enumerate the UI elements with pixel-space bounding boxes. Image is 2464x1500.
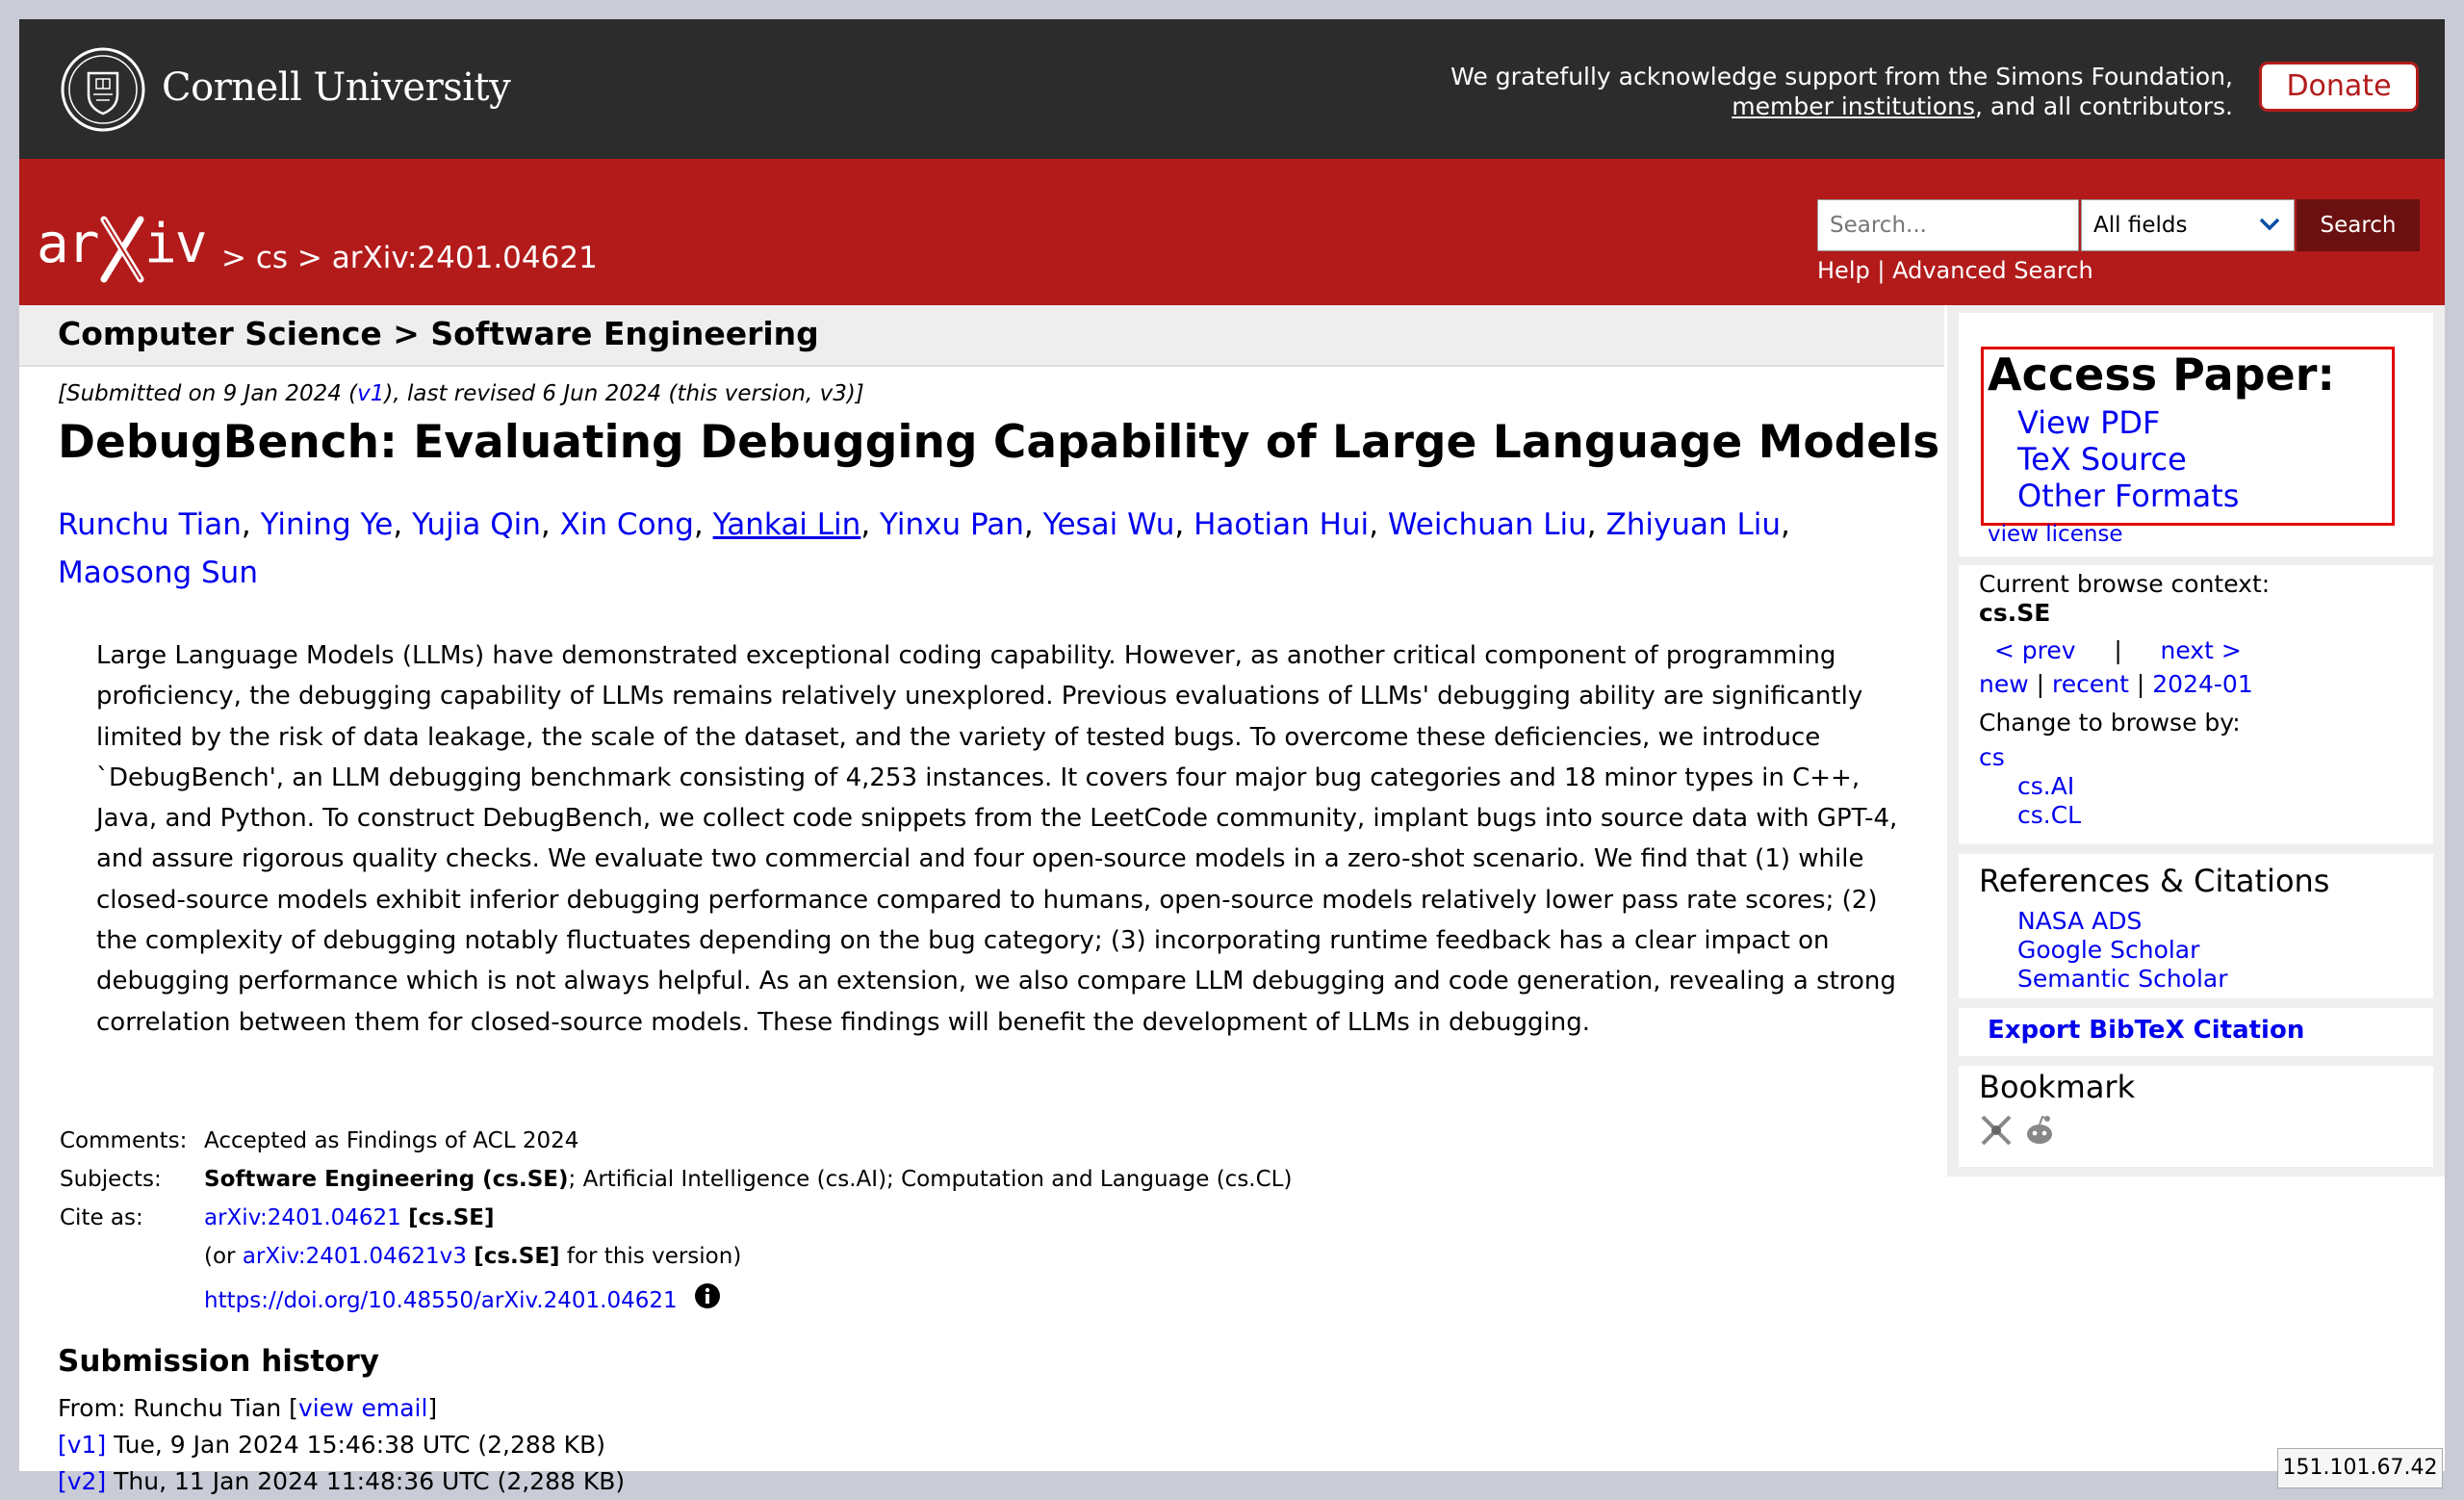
ip-address-badge: 151.101.67.42	[2277, 1448, 2443, 1488]
author-link[interactable]: Yujia Qin	[412, 507, 541, 542]
author-link[interactable]: Yesai Wu	[1042, 507, 1175, 542]
search-input[interactable]: Search...	[1817, 199, 2079, 251]
change-browse-label: Change to browse by:	[1979, 709, 2241, 737]
search-button[interactable]: Search	[2297, 199, 2420, 251]
browse-cs-link[interactable]: cs	[1979, 743, 2005, 771]
browse-nav: < prev | next > new | recent | 2024-01	[1979, 636, 2253, 698]
author-link[interactable]: Maosong Sun	[58, 556, 258, 590]
bookmark-title: Bookmark	[1979, 1069, 2136, 1105]
recent-link[interactable]: recent	[2052, 670, 2129, 698]
author-link[interactable]: Yining Ye	[260, 507, 394, 542]
cornell-seal-icon[interactable]	[60, 46, 146, 133]
help-link[interactable]: Help	[1817, 257, 1870, 284]
chevron-down-icon	[2257, 212, 2282, 237]
view-email-link[interactable]: view email	[297, 1394, 428, 1422]
reddit-icon[interactable]	[2022, 1113, 2057, 1148]
browse-context: Current browse context: cs.SE	[1979, 570, 2271, 627]
tex-source-link[interactable]: TeX Source	[2017, 441, 2187, 478]
svg-text:iv: iv	[144, 213, 206, 275]
prev-link[interactable]: < prev	[1993, 636, 2076, 664]
semantic-scholar-link[interactable]: Semantic Scholar	[2017, 965, 2228, 993]
month-link[interactable]: 2024-01	[2152, 670, 2253, 698]
donate-button[interactable]: Donate	[2259, 62, 2419, 112]
paper-title: DebugBench: Evaluating Debugging Capability of Large Language Models	[58, 416, 1940, 469]
subject-header	[19, 305, 1944, 367]
breadcrumb: > cs > arXiv:2401.04621	[221, 241, 598, 275]
submission-history-title: Submission history	[58, 1344, 379, 1379]
v1-link[interactable]: v1	[357, 381, 385, 406]
view-pdf-link[interactable]: View PDF	[2017, 404, 2161, 441]
author-link[interactable]: Weichuan Liu	[1387, 507, 1587, 542]
browse-cs-cl-link[interactable]: cs.CL	[2017, 801, 2082, 829]
author-list: Runchu Tian, Yining Ye, Yujia Qin, Xin Cong, Yankai Lin, Yinxu Pan, Yesai Wu, Haotian Hui, Weichuan Liu, Zhiyuan Liu, Maosong Sun	[58, 507, 1790, 590]
doi-link[interactable]: https://doi.org/10.48550/arXiv.2401.04621	[204, 1288, 678, 1313]
author-link[interactable]: Zhiyuan Liu	[1605, 507, 1782, 542]
browse-by-links	[1979, 743, 2081, 830]
author-link[interactable]: Haotian Hui	[1194, 507, 1370, 542]
author-link[interactable]: Yankai Lin	[712, 507, 861, 542]
arxiv-logo[interactable]	[37, 212, 219, 289]
advanced-search-link[interactable]: Advanced Search	[1892, 257, 2093, 284]
abstract: Large Language Models (LLMs) have demonstrated exceptional coding capability. However, as another critical component of programming proficiency, the debugging capability of LLMs remains relatively unexplored. Previous evaluations of LLMs' debugging ability are significantly limited by the risk of data leakage, the scale of the dataset, and the variety of tested bugs. To overcome these deficiencies, we introduce `DebugBench', an LLM debugging benchmark consisting of 4,253 instances. It covers four major bug categories and 18 minor types in C++, Java, and Python. To construct DebugBench, we collect code snippets from the LeetCode community, implant bugs into source data with GPT-4, and assure rigorous quality checks. We evaluate two commercial and four open-source models in a zero-shot scenario. We find that (1) while closed-source models exhibit inferior debugging performance compared to humans, open-source models relatively lower pass rate scores; (2) the complexity of debugging notably fluctuates depending on the bug category; (3) incorporating runtime feedback has a clear impact on debugging performance which is not always helpful. As an extension, we also compare LLM debugging and code generation, revealing a strong correlation between them for closed-source models. These findings will benefit the development of LLMs in debugging.	[96, 641, 1898, 1037]
view-license-link[interactable]: view license	[1988, 522, 2123, 547]
author-link[interactable]: Yinxu Pan	[880, 507, 1024, 542]
next-link[interactable]: next >	[2160, 636, 2242, 664]
info-icon[interactable]	[694, 1282, 721, 1309]
nasa-ads-link[interactable]: NASA ADS	[2017, 907, 2143, 935]
version-v1-link[interactable]: [v1]	[58, 1431, 107, 1459]
references-title: References & Citations	[1979, 863, 2330, 899]
submission-dates: [Submitted on 9 Jan 2024 (v1), last revised 6 Jun 2024 (this version, v3)]	[58, 381, 864, 406]
university-name[interactable]: Cornell University	[162, 65, 511, 110]
author-link[interactable]: Xin Cong	[559, 507, 694, 542]
cite-version-link[interactable]: arXiv:2401.04621v3	[242, 1244, 467, 1269]
member-institutions-link[interactable]: member institutions	[1732, 92, 1975, 120]
new-link[interactable]: new	[1979, 670, 2029, 698]
access-paper-title: Access Paper:	[1988, 349, 2335, 401]
browser-window: Cornell University We gratefully acknowledge support from the Simons Foundation, member institutions, and all contributors. Donate ar iv > cs > arXiv:2401.04621 Search... All fields Search Help | Advanced Search Computer Science > Software Engineering [Submitted on 9 Jan 2024 (v1), last revised 6 Jun 2024 (this version, v3)] DebugBench: Evaluating Debugging Capability of Large Language Models Runchu Tian, Yining Ye, Yujia Qin, Xin Cong, Yankai Lin, Yinxu Pan, Yesai Wu, Haotian Hui, Weichuan Liu, Zhiyuan Liu, Maosong Sun Large Language Models (LLMs) have demonstrated exceptional coding capability. However, as another critical component of programming proficiency, the debugging capability of LLMs remains relatively unexplored. Previous evaluations of LLMs' debugging ability are significantly limited by the risk of data leakage, the scale of the dataset, and the variety of tested bugs. To overcome these deficiencies, we introduce `DebugBench', an LLM debugging benchmark consisting of 4,253 instances. It covers four major bug categories and 18 minor types in C++, Java, and Python. To construct DebugBench, we collect code snippets from the LeetCode community, implant bugs into source data with GPT-4, and assure rigorous quality checks. We evaluate two commercial and four open-source models in a zero-shot scenario. We find that (1) while closed-source models exhibit inferior debugging performance compared to humans, open-source models relatively lower pass rate scores; (2) the complexity of debugging notably fluctuates depending on the bug category; (3) incorporating runtime feedback has a clear impact on debugging performance which is not always helpful. As an extension, we also compare LLM debugging and code generation, revealing a strong correlation between them for closed-source models. These findings will benefit the development of LLMs in debugging. Comments: Accepted as Findings of ACL 2024 Subjects: Software Engineering (cs.SE); Artificial Intelligence (cs.AI); Computation and Language (cs.CL) Cite as: arXiv:2401.04621 [cs.SE] (or arXiv:2401.04621v3 [cs.SE] for this version) https://doi.org/10.48550/arXiv.2401.04621 Submission history From: Runchu Tian [view email] [v1] Tue, 9 Jan 2024 15:46:38 UTC (2,288 KB) [v2] Thu, 11 Jan 2024 11:48:36 UTC (2,288 KB) Access Paper: View PDF TeX Source Other Formats view license Current browse context: cs.SE < prev | next > new | recent | 2024-01 Change to browse by: cs cs.AI cs.CL References & Citations NASA ADS Google Scholar Semantic Scholar Export BibTeX Citation Bookmark 151.101.67.42	[19, 19, 2445, 1471]
export-bibtex-link[interactable]: Export BibTeX Citation	[1988, 1016, 2305, 1045]
breadcrumb-paper-id: arXiv:2401.04621	[331, 241, 598, 275]
browse-cs-ai-link[interactable]: cs.AI	[2017, 772, 2075, 800]
author-link[interactable]: Runchu Tian	[58, 507, 242, 542]
search-help-links: Help | Advanced Search	[1817, 257, 2093, 284]
svg-text:ar: ar	[37, 213, 98, 275]
references-links	[2017, 907, 2228, 994]
version-v2-link[interactable]: [v2]	[58, 1467, 107, 1495]
bibsonomy-icon[interactable]	[1979, 1113, 2014, 1148]
top-banner	[19, 19, 2445, 159]
submission-history: From: Runchu Tian [view email] [v1] Tue, 9 Jan 2024 15:46:38 UTC (2,288 KB) [v2] Thu, 11 Jan 2024 11:48:36 UTC (2,288 KB)	[58, 1394, 626, 1495]
breadcrumb-cs[interactable]: cs	[255, 241, 289, 275]
search-field-select[interactable]: All fields	[2081, 199, 2295, 251]
other-formats-link[interactable]: Other Formats	[2017, 478, 2240, 514]
arxiv-header	[19, 159, 2445, 305]
subject-breadcrumb: Computer Science > Software Engineering	[58, 315, 819, 352]
cite-id-link[interactable]: arXiv:2401.04621	[204, 1205, 401, 1230]
access-links	[2017, 404, 2239, 514]
google-scholar-link[interactable]: Google Scholar	[2017, 936, 2200, 964]
bookmark-icons	[1979, 1113, 2057, 1151]
support-acknowledgement: We gratefully acknowledge support from the Simons Foundation, member institutions, and all contributors.	[1450, 63, 2233, 120]
